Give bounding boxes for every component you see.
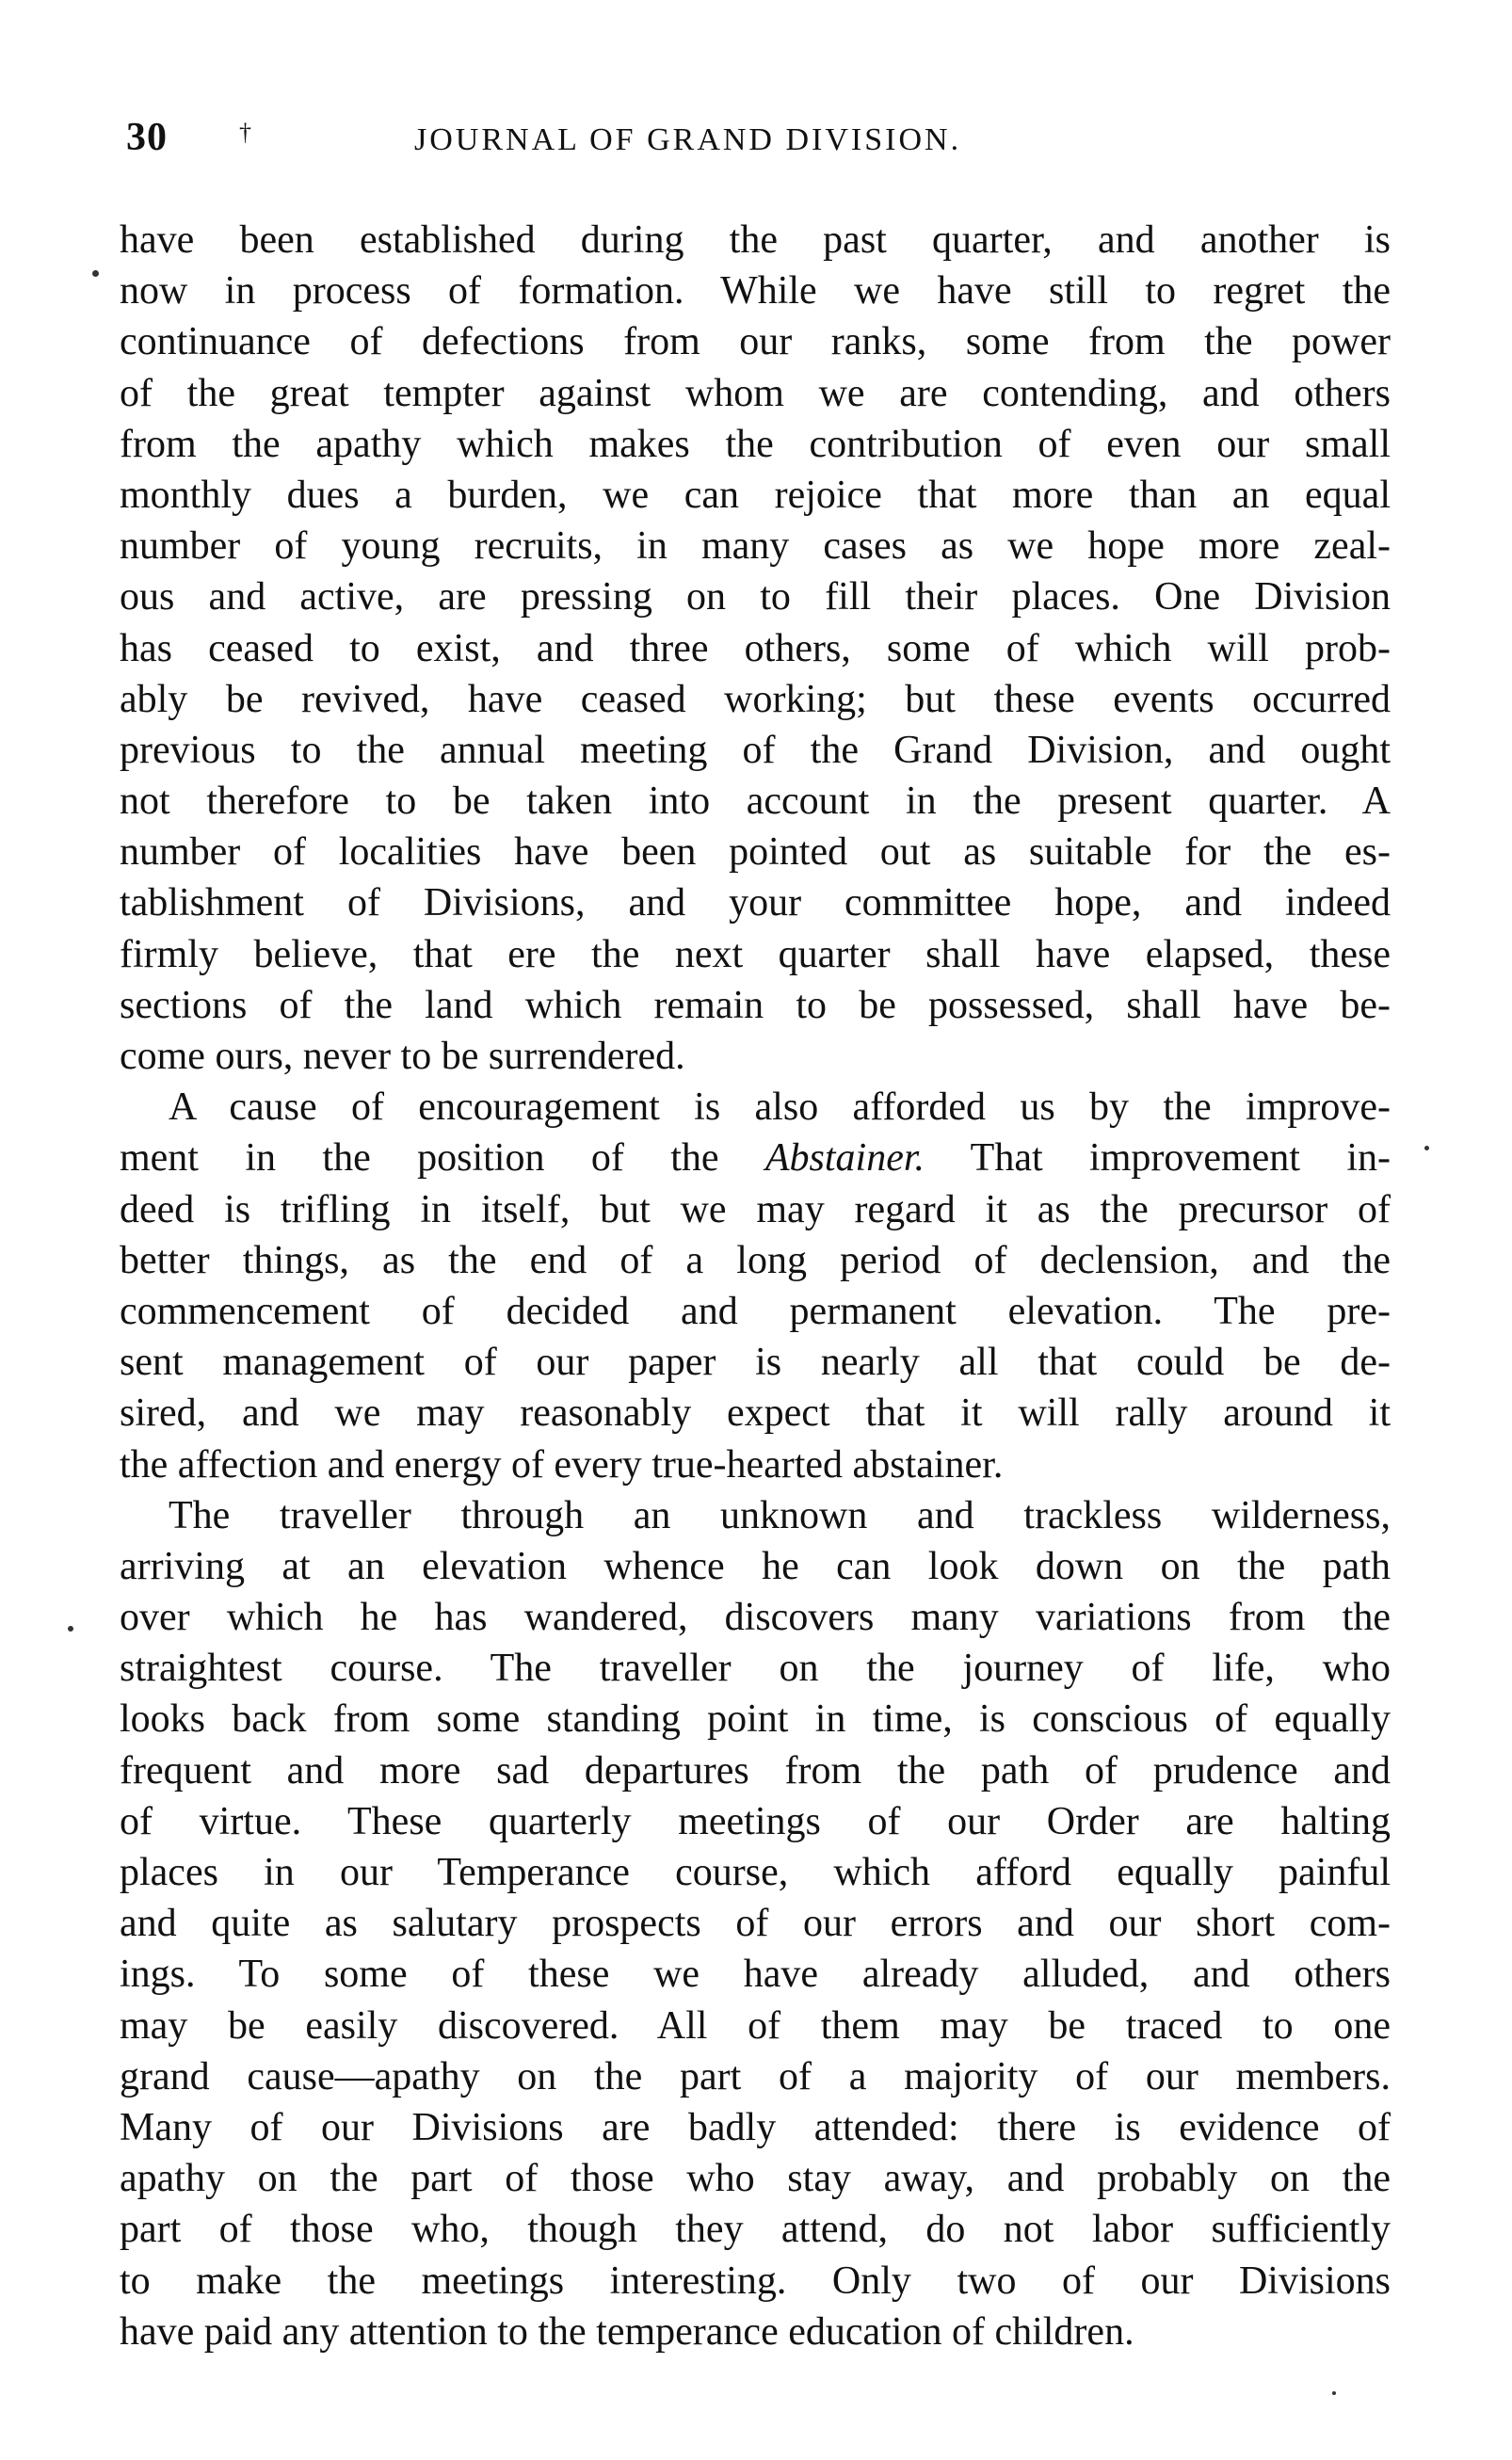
paragraph [120,215,1391,1082]
dagger-mark: † [239,119,251,146]
text-line: looks back from some standing point in time, is conscious of equally [120,1697,1391,1742]
paragraph [120,1490,1391,2357]
text-line: A cause of encouragement is also afforded us by the improve- [169,1085,1391,1130]
print-speck [68,1626,73,1632]
print-speck [1332,2391,1336,2395]
text-line: not therefore to be taken into account in the present quarter. A [120,780,1391,824]
body-text [120,215,1391,2357]
print-speck [92,270,99,277]
paragraph [120,1082,1391,1490]
page-number: 30 [126,116,168,159]
text-line: have paid any attention to the temperance education of children. [120,2309,1134,2354]
print-speck [1424,1146,1429,1150]
text-line: ous and active, are pressing on to fill their places. One Division [120,575,1391,619]
text-line: may be easily discovered. All of them may be traced to one [120,2003,1391,2048]
text-line: apathy on the part of those who stay away, and probably on the [120,2157,1391,2201]
text-line: over which he has wandered, discovers many variations from the [120,1596,1391,1640]
text-line: part of those who, though they attend, do not labor sufficiently [120,2208,1391,2252]
text-line: tablishment of Divisions, and your committee hope, and indeed [120,881,1391,925]
text-line: now in process of formation. While we have still to regret the [120,269,1391,314]
text-line: previous to the annual meeting of the Grand Division, and ought [120,728,1391,772]
text-line: have been established during the past quarter, and another is [120,218,1391,262]
text-line: number of young recruits, in many cases as we hope more zeal- [120,524,1391,569]
text-line: sired, and we may reasonably expect that it will rally around it [120,1391,1391,1436]
text-line: deed is trifling in itself, but we may regard it as the precursor of [120,1187,1391,1231]
text-line: commencement of decided and permanent elevation. The pre- [120,1289,1391,1333]
text-line: The traveller through an unknown and trackless wilderness, [169,1493,1391,1537]
page-header [126,115,1388,171]
text-line: the affection and energy of every true-hearted abstainer. [120,1442,1004,1487]
text-line: sections of the land which remain to be possessed, shall have be- [120,983,1391,1027]
text-line: places in our Temperance course, which afford equally painful [120,1851,1391,1894]
running-title: JOURNAL OF GRAND DIVISION. [414,122,962,157]
text-line: from the apathy which makes the contribution of even our small [120,422,1391,466]
text-line: has ceased to exist, and three others, some of which will prob- [120,626,1391,670]
text-line: better things, as the end of a long period of declension, and the [120,1238,1391,1282]
text-line: and quite as salutary prospects of our errors and our short com- [120,1902,1391,1946]
text-line: ably be revived, have ceased working; but these events occurred [120,677,1391,721]
text-line: ings. To some of these we have already alluded, and others [120,1953,1391,1997]
text-line: Many of our Divisions are badly attended: there is evidence of [120,2105,1391,2149]
text-line: straightest course. The traveller on the journey of life, who [120,1647,1391,1691]
text-line: to make the meetings interesting. Only two of our Divisions [120,2259,1391,2303]
text-line: come ours, never to be surrendered. [120,1035,685,1078]
text-line: frequent and more sad departures from the path of prudence and [120,1748,1391,1793]
text-line: monthly dues a burden, we can rejoice that more than an equal [120,473,1391,517]
text-line: sent management of our paper is nearly all that could be de- [120,1341,1391,1385]
text-line: continuance of defections from our ranks, some from the power [120,320,1391,364]
text-line: arriving at an elevation whence he can look down on the path [120,1544,1391,1588]
text-line: of the great tempter against whom we are contending, and others [120,371,1391,415]
text-line: ment in the position of the Abstainer. That improvement in- [120,1136,1391,1181]
text-line: grand cause—apathy on the part of a majority of our members. [120,2054,1391,2098]
text-line: firmly believe, that ere the next quarter shall have elapsed, these [120,932,1391,976]
text-line: number of localities have been pointed out as suitable for the es- [120,830,1391,875]
text-line: of virtue. These quarterly meetings of our Order are halting [120,1799,1391,1843]
italic-title: Abstainer. [764,1136,925,1181]
